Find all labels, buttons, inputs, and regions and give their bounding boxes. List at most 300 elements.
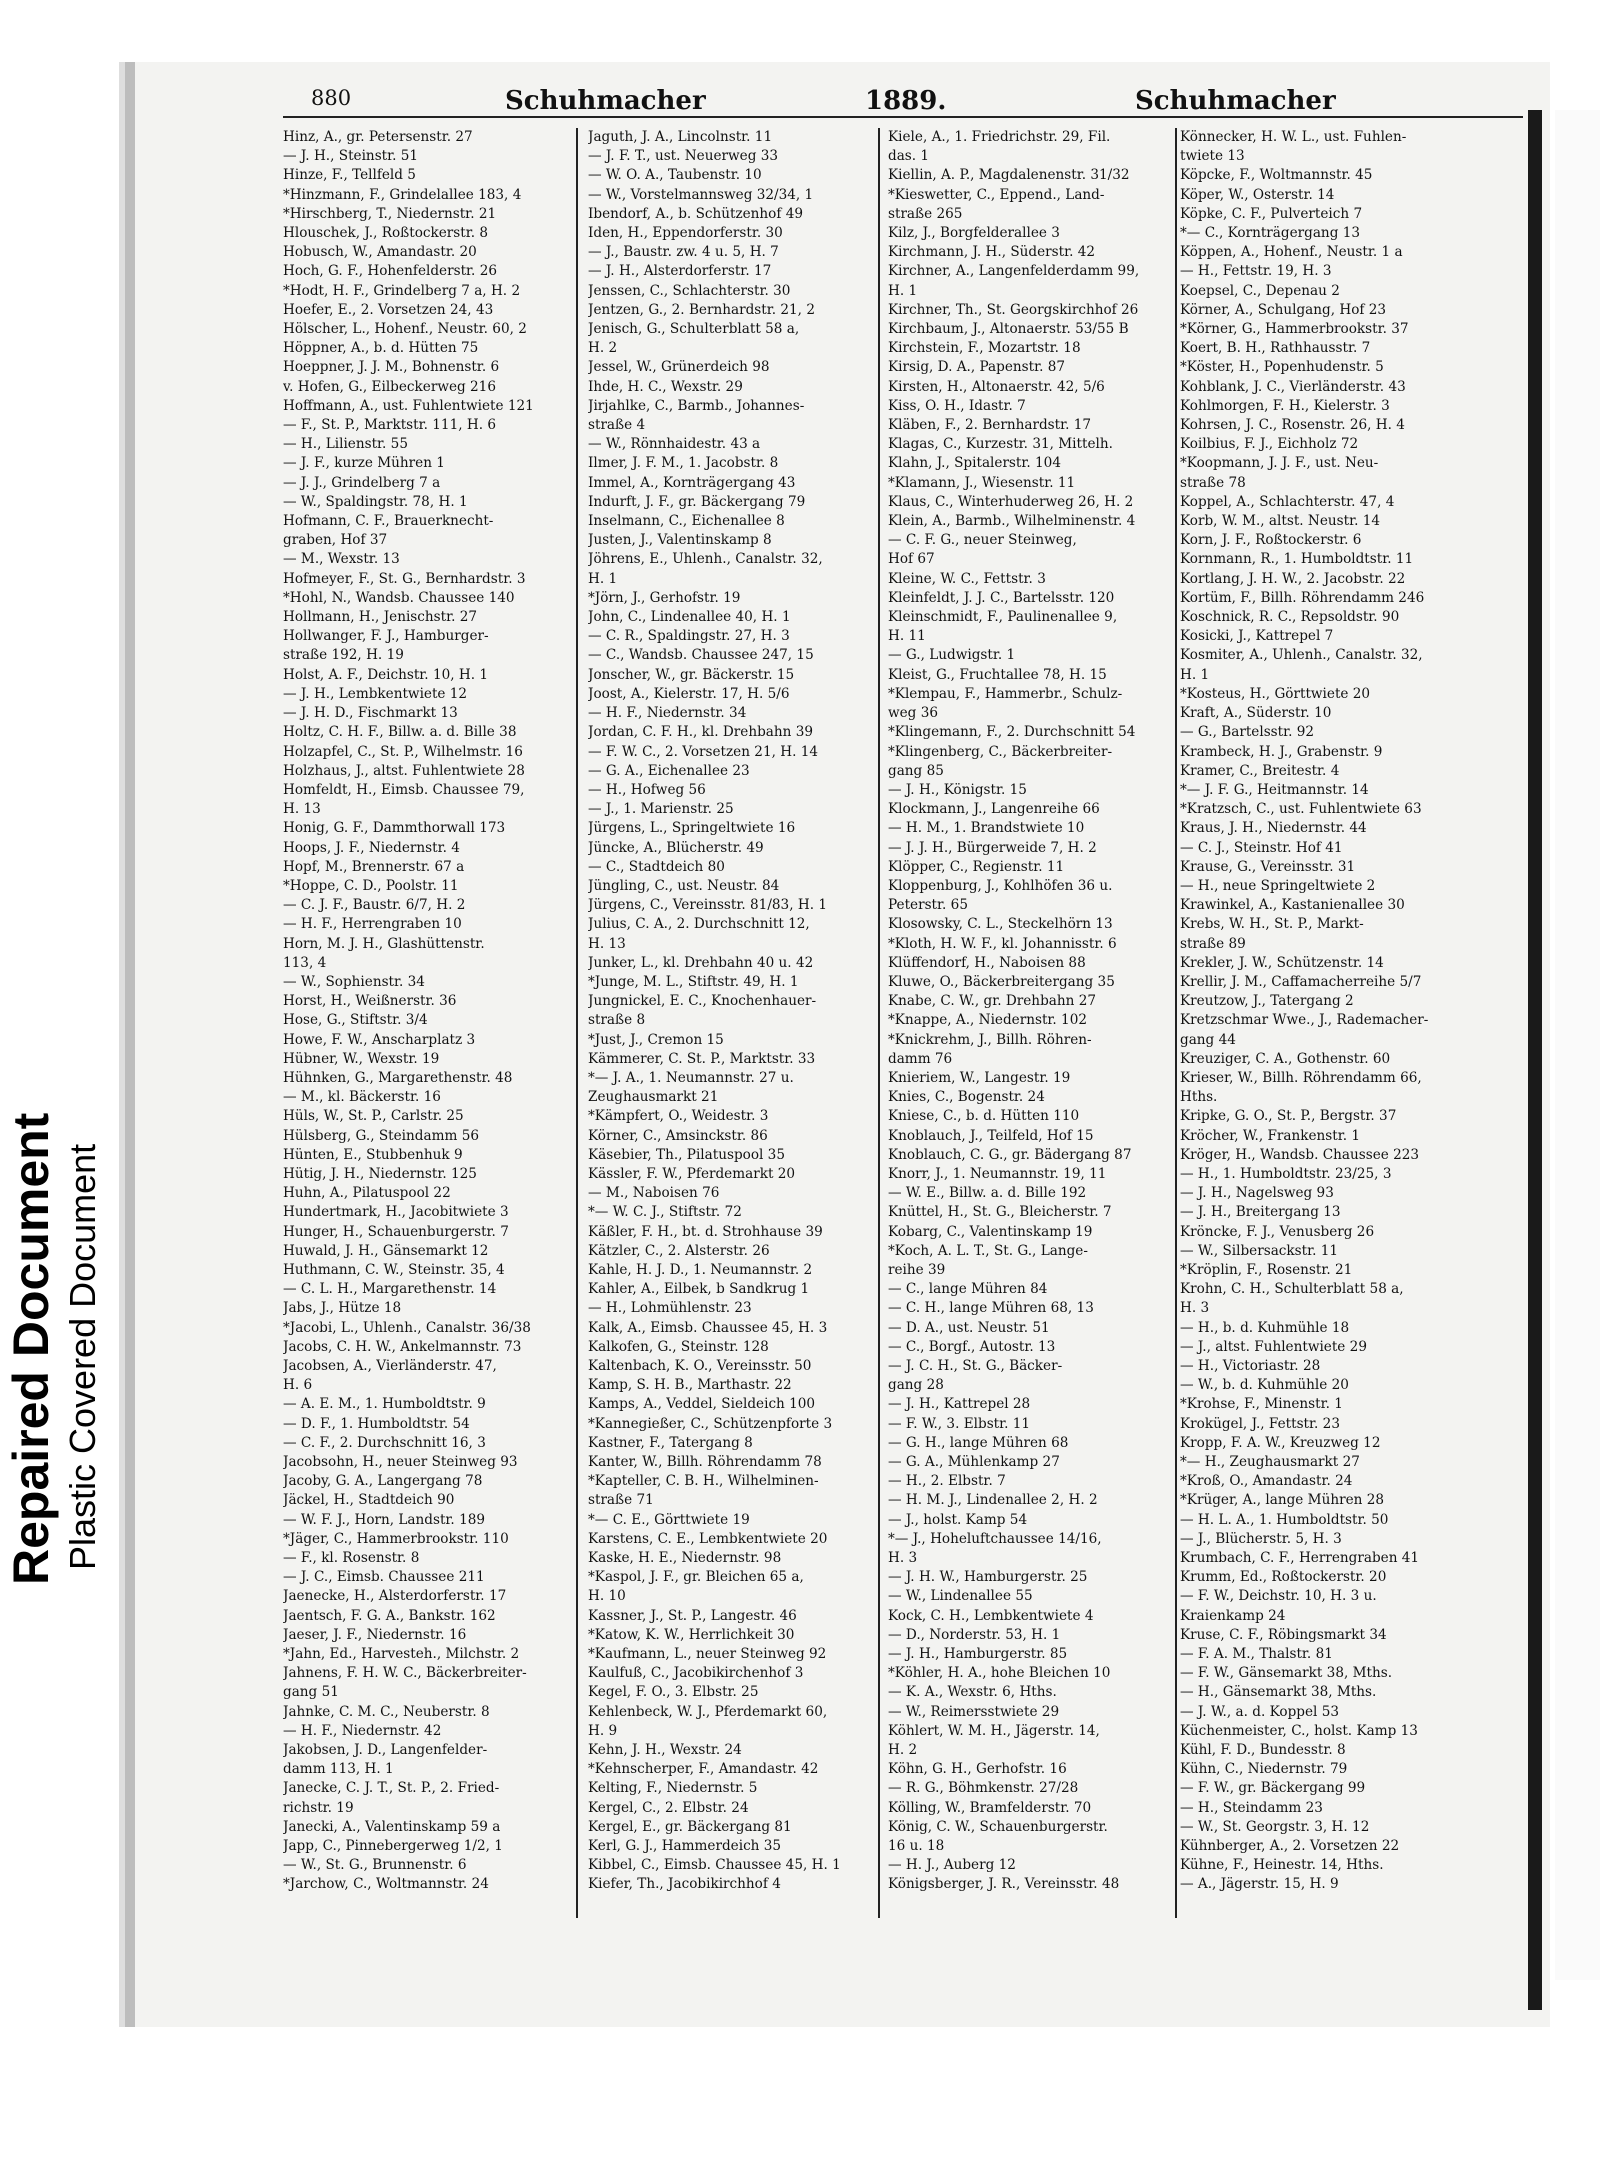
directory-entry: — J. H. D., Fischmarkt 13	[283, 705, 458, 722]
directory-entry: 16 u. 18	[888, 1838, 945, 1855]
directory-entry: H. 1	[588, 570, 618, 587]
directory-entry: Hülsberg, G., Steindamm 56	[283, 1127, 479, 1144]
directory-entry: Kiss, O. H., Idastr. 7	[888, 397, 1026, 414]
directory-entry: *Kaufmann, L., neuer Steinweg 92	[588, 1646, 827, 1663]
directory-entry: — J. W., a. d. Koppel 53	[1180, 1703, 1339, 1720]
directory-entry: — H. J., Auberg 12	[888, 1857, 1016, 1874]
directory-entry: Höppner, A., b. d. Hütten 75	[283, 340, 479, 357]
directory-entry: — F. W., Gänsemarkt 38, Mths.	[1180, 1665, 1393, 1682]
directory-entry: Kruse, C. F., Röbingsmarkt 34	[1180, 1626, 1387, 1643]
header-rule	[283, 116, 1523, 118]
directory-entry: Justen, J., Valentinskamp 8	[588, 532, 772, 549]
directory-entry: Ilmer, J. F. M., 1. Jacobstr. 8	[588, 455, 779, 472]
directory-entry: — C. F. G., neuer Steinweg,	[888, 532, 1077, 549]
column-divider	[576, 128, 578, 1918]
directory-entry: H. 6	[283, 1377, 313, 1394]
directory-entry: Jessel, W., Grünerdeich 98	[588, 359, 770, 376]
directory-entry: — H., neue Springeltwiete 2	[1180, 877, 1376, 894]
directory-entry: — F. A. M., Thalstr. 81	[1180, 1646, 1333, 1663]
directory-entry: Indurft, J. F., gr. Bäckergang 79	[588, 493, 806, 510]
directory-entry: — C. J., Steinstr. Hof 41	[1180, 839, 1343, 856]
directory-entry: Kölling, W., Bramfelderstr. 70	[888, 1799, 1092, 1816]
directory-entry: Iden, H., Eppendorferstr. 30	[588, 225, 783, 242]
directory-entry: — F. W. C., 2. Vorsetzen 21, H. 14	[588, 743, 819, 760]
directory-entry: Käsebier, Th., Pilatuspool 35	[588, 1146, 785, 1163]
directory-entry: H. 2	[888, 1742, 918, 1759]
directory-entry: *Köster, H., Popenhudenstr. 5	[1180, 359, 1384, 376]
directory-entry: Kamps, A., Veddel, Sieldeich 100	[588, 1396, 816, 1413]
directory-entry: — H., Victoriastr. 28	[1180, 1358, 1321, 1374]
directory-entry: v. Hofen, G., Eilbeckerweg 216	[283, 378, 496, 395]
directory-entry: Kaltenbach, K. O., Vereinsstr. 50	[588, 1358, 812, 1374]
directory-entry: — H. M., 1. Brandstwiete 10	[888, 820, 1085, 837]
directory-entry: twiete 13	[1180, 148, 1245, 165]
directory-entry: — W., Vorstelmannsweg 32/34, 1	[588, 186, 814, 203]
directory-entry: Kortlang, J. H. W., 2. Jacobstr. 22	[1180, 570, 1406, 587]
directory-entry: straße 192, H. 19	[283, 647, 404, 664]
directory-entry: — J., altst. Fuhlentwiete 29	[1180, 1338, 1367, 1355]
directory-entry: Kahler, A., Eilbek, b Sandkrug 1	[588, 1281, 810, 1298]
directory-entry: Jürgens, L., Springeltwiete 16	[588, 820, 796, 837]
directory-entry: — D. F., 1. Humboldtstr. 54	[283, 1415, 470, 1432]
directory-entry: richstr. 19	[283, 1799, 354, 1816]
directory-entry: Homfeldt, H., Eimsb. Chaussee 79,	[283, 781, 525, 798]
directory-entry: — H., Steindamm 23	[1180, 1799, 1323, 1816]
directory-entry: — W. E., Billw. a. d. Bille 192	[888, 1185, 1087, 1202]
directory-entry: Koepsel, C., Depenau 2	[1180, 282, 1340, 299]
directory-entry: Knüttel, H., St. G., Bleicherstr. 7	[888, 1204, 1112, 1221]
directory-entry: Kirchmann, J. H., Süderstr. 42	[888, 244, 1096, 261]
directory-entry: Jabs, J., Hütze 18	[283, 1300, 402, 1317]
directory-entry: Kamp, S. H. B., Marthastr. 22	[588, 1377, 792, 1394]
column-divider	[878, 128, 880, 1918]
directory-entry: Kühn, C., Niedernstr. 79	[1180, 1761, 1348, 1778]
directory-entry: Kaulfuß, C., Jacobikirchenhof 3	[588, 1665, 804, 1682]
directory-entry: Königsberger, J. R., Vereinsstr. 48	[888, 1876, 1120, 1893]
directory-entry: — C. F., 2. Durchschnitt 16, 3	[283, 1434, 486, 1451]
directory-entry: Kirchner, A., Langenfelderdamm 99,	[888, 263, 1140, 280]
directory-entry: *Hohl, N., Wandsb. Chaussee 140	[283, 589, 515, 606]
directory-entry: — G., Bartelsstr. 92	[1180, 724, 1315, 741]
directory-entry: — M., kl. Bäckerstr. 16	[283, 1089, 441, 1106]
directory-entry: — W., Lindenallee 55	[888, 1588, 1033, 1605]
directory-entry: Kässler, F. W., Pferdemarkt 20	[588, 1165, 796, 1182]
directory-entry: Joost, A., Kielerstr. 17, H. 5/6	[588, 685, 790, 702]
directory-entry: Hollwanger, F. J., Hamburger-	[283, 628, 489, 645]
directory-entry: Köper, W., Osterstr. 14	[1180, 186, 1335, 203]
directory-entry: Horn, M. J. H., Glashüttenstr.	[283, 935, 485, 952]
directory-entry: Kirchner, Th., St. Georgskirchhof 26	[888, 301, 1139, 318]
directory-entry: — W. F. J., Horn, Landstr. 189	[283, 1511, 486, 1528]
directory-entry: Klüffendorf, H., Naboisen 88	[888, 954, 1086, 971]
directory-entry: — H., Lohmühlenstr. 23	[588, 1300, 752, 1317]
directory-entry: Hüls, W., St. P., Carlstr. 25	[283, 1108, 464, 1125]
directory-entry: — J., Baustr. zw. 4 u. 5, H. 7	[588, 244, 779, 261]
directory-entry: Jenssen, C., Schlachterstr. 30	[588, 282, 791, 299]
directory-entry: Kleist, G., Fruchtallee 78, H. 15	[888, 666, 1107, 683]
directory-entry: H. 3	[1180, 1300, 1210, 1317]
directory-entry: Kornmann, R., 1. Humboldtstr. 11	[1180, 551, 1414, 568]
directory-entry: Kosicki, J., Kattrepel 7	[1180, 628, 1334, 645]
directory-entry: 113, 4	[283, 954, 327, 971]
directory-entry: *Katow, K. W., Herrlichkeit 30	[588, 1626, 795, 1643]
directory-entry: Kläben, F., 2. Bernhardstr. 17	[888, 417, 1092, 434]
directory-entry: — F., St. P., Marktstr. 111, H. 6	[283, 417, 497, 434]
directory-entry: H. 9	[588, 1722, 618, 1739]
directory-entry: Hlouschek, J., Roßtockerstr. 8	[283, 225, 489, 242]
directory-entry: Kiellin, A. P., Magdalenenstr. 31/32	[888, 167, 1130, 184]
directory-entry: *— H., Zeughausmarkt 27	[1180, 1454, 1360, 1471]
directory-entry: *Kannegießer, C., Schützenpforte 3	[588, 1415, 833, 1432]
directory-entry: — H. F., Herrengraben 10	[283, 916, 462, 933]
directory-entry: — M., Wexstr. 13	[283, 551, 400, 568]
directory-entry: — J. H., Hamburgerstr. 85	[888, 1646, 1068, 1663]
directory-entry: Hinze, F., Tellfeld 5	[283, 167, 416, 184]
directory-entry: Kerl, G. J., Hammerdeich 35	[588, 1838, 782, 1855]
directory-entry: *Kratzsch, C., ust. Fuhlentwiete 63	[1180, 801, 1422, 818]
directory-entry: *Kaspol, J. F., gr. Bleichen 65 a,	[588, 1569, 804, 1586]
directory-entry: Immel, A., Kornträgergang 43	[588, 474, 796, 491]
directory-entry: Kobarg, C., Valentinskamp 19	[888, 1223, 1093, 1240]
directory-entry: Kibbel, C., Eimsb. Chaussee 45, H. 1	[588, 1857, 841, 1874]
directory-entry: Kripke, G. O., St. P., Bergstr. 37	[1180, 1108, 1397, 1125]
directory-entry: Kätzler, C., 2. Alsterstr. 26	[588, 1242, 770, 1259]
directory-entry: — H. F., Niedernstr. 34	[588, 705, 747, 722]
directory-entry: Jüngling, C., ust. Neustr. 84	[588, 877, 780, 894]
plastic-covered-label: Plastic Covered Document	[62, 1143, 103, 1570]
directory-entry: Kirchbaum, J., Altonaerstr. 53/55 B	[888, 321, 1129, 338]
directory-entry: — D. A., ust. Neustr. 51	[888, 1319, 1050, 1336]
directory-entry: *Hinzmann, F., Grindelallee 183, 4	[283, 186, 522, 203]
directory-entry: *Körner, G., Hammerbrookstr. 37	[1180, 321, 1409, 338]
directory-entry: — C. R., Spaldingstr. 27, H. 3	[588, 628, 790, 645]
directory-entry: Jaeser, J. F., Niedernstr. 16	[283, 1626, 467, 1643]
directory-entry: H. 13	[283, 801, 321, 818]
directory-entry: — G., Ludwigstr. 1	[888, 647, 1016, 664]
directory-entry: Kirsig, D. A., Papenstr. 87	[888, 359, 1066, 376]
directory-entry: Jirjahlke, C., Barmb., Johannes-	[588, 397, 805, 414]
directory-entry: Krawinkel, A., Kastanienallee 30	[1180, 897, 1405, 914]
directory-entry: *Knickrehm, J., Billh. Röhren-	[888, 1031, 1092, 1048]
directory-entry: H. 13	[588, 935, 626, 952]
directory-entry: Hoops, J. F., Niedernstr. 4	[283, 839, 460, 856]
directory-entry: Hühnken, G., Margarethenstr. 48	[283, 1069, 513, 1086]
directory-entry: Hollmann, H., Jenischstr. 27	[283, 609, 478, 626]
directory-entry: — J. J., Grindelberg 7 a	[283, 474, 441, 491]
directory-entry: Inselmann, C., Eichenallee 8	[588, 513, 785, 530]
directory-entry: — J. H., Königstr. 15	[888, 781, 1027, 798]
directory-entry: Kassner, J., St. P., Langestr. 46	[588, 1607, 797, 1624]
directory-entry: — W., b. d. Kuhmühle 20	[1180, 1377, 1349, 1394]
directory-entry: Hopf, M., Brennerstr. 67 a	[283, 858, 465, 875]
directory-entry: Krambeck, H. J., Grabenstr. 9	[1180, 743, 1383, 760]
directory-entry: Horst, H., Weißnerstr. 36	[283, 993, 457, 1010]
directory-entry: H. 3	[888, 1550, 918, 1567]
directory-entry: — K. A., Wexstr. 6, Hths.	[888, 1684, 1057, 1701]
directory-entry: *Krohse, F., Minenstr. 1	[1180, 1396, 1343, 1413]
directory-entry: — R. G., Böhmkenstr. 27/28	[888, 1780, 1079, 1797]
directory-entry: Kilz, J., Borgfelderallee 3	[888, 225, 1060, 242]
directory-entry: *— J. F. G., Heitmannstr. 14	[1180, 781, 1369, 798]
directory-entry: Kluwe, O., Bäckerbreitergang 35	[888, 973, 1115, 990]
next-page-edge	[1555, 110, 1600, 1980]
directory-entry: Kohblank, J. C., Vierländerstr. 43	[1180, 378, 1406, 395]
directory-entry: — W., Reimersstwiete 29	[888, 1703, 1060, 1720]
directory-entry: gang 85	[888, 762, 944, 779]
directory-entry: Peterstr. 65	[888, 897, 968, 914]
directory-entry: Kraft, A., Süderstr. 10	[1180, 705, 1332, 722]
directory-entry: *Kosteus, H., Görttwiete 20	[1180, 685, 1371, 702]
directory-entry: Jungnickel, E. C., Knochenhauer-	[588, 993, 817, 1010]
directory-entry: — W., St. Georgstr. 3, H. 12	[1180, 1818, 1370, 1835]
directory-entry: Jacobsen, A., Vierländerstr. 47,	[283, 1358, 497, 1374]
directory-entry: *Kroß, O., Amandastr. 24	[1180, 1473, 1353, 1490]
directory-entry: Julius, C. A., 2. Durchschnitt 12,	[588, 916, 810, 933]
directory-entry: Kretzschmar Wwe., J., Rademacher-	[1180, 1012, 1429, 1029]
directory-entry: Howe, F. W., Anscharplatz 3	[283, 1031, 476, 1048]
directory-entry: *Just, J., Cremon 15	[588, 1031, 724, 1048]
directory-entry: — M., Naboisen 76	[588, 1185, 720, 1202]
directory-entry: Klockmann, J., Langenreihe 66	[888, 801, 1100, 818]
directory-entry: *Kapteller, C. B. H., Wilhelminen-	[588, 1473, 819, 1490]
directory-entry: — J. C. H., St. G., Bäcker-	[888, 1358, 1063, 1374]
directory-entry: *Knappe, A., Niedernstr. 102	[888, 1012, 1088, 1029]
directory-entry: — J. F. T., ust. Neuerweg 33	[588, 148, 779, 165]
directory-entry: — C. H., lange Mühren 68, 13	[888, 1300, 1094, 1317]
running-title-left: Schuhmacher	[505, 86, 706, 116]
directory-entry: — W. O. A., Taubenstr. 10	[588, 167, 762, 184]
directory-entry: Kohrsen, J. C., Rosenstr. 26, H. 4	[1180, 417, 1405, 434]
directory-entry: *Jacobi, L., Uhlenh., Canalstr. 36/38	[283, 1319, 531, 1336]
directory-entry: Kleinschmidt, F., Paulinenallee 9,	[888, 609, 1118, 626]
directory-entry: Koschnick, R. C., Repsoldstr. 90	[1180, 609, 1400, 626]
directory-entry: — J. H., Breitergang 13	[1180, 1204, 1341, 1221]
directory-entry: straße 4	[588, 417, 646, 434]
directory-entry: Klaus, C., Winterhuderweg 26, H. 2	[888, 493, 1134, 510]
directory-entry: Kröger, H., Wandsb. Chaussee 223	[1180, 1146, 1420, 1163]
directory-entry: Köhlert, W. M. H., Jägerstr. 14,	[888, 1722, 1100, 1739]
directory-entry: — H. L. A., 1. Humboldtstr. 50	[1180, 1511, 1389, 1528]
directory-entry: — J. F., kurze Mühren 1	[283, 455, 445, 472]
directory-entry: Hundertmark, H., Jacobitwiete 3	[283, 1204, 509, 1221]
directory-entry: Knieriem, W., Langestr. 19	[888, 1069, 1071, 1086]
directory-entry: Jordan, C. F. H., kl. Drehbahn 39	[588, 724, 814, 741]
directory-entry: — F. W., Deichstr. 10, H. 3 u.	[1180, 1588, 1377, 1605]
directory-entry: Janecki, A., Valentinskamp 59 a	[283, 1818, 501, 1835]
directory-entry: Hoeppner, J. J. M., Bohnenstr. 6	[283, 359, 500, 376]
directory-entry: — J. H., Lembkentwiete 12	[283, 685, 468, 702]
directory-entry: — F. W., gr. Bäckergang 99	[1180, 1780, 1366, 1797]
directory-entry: — D., Norderstr. 53, H. 1	[888, 1626, 1061, 1643]
directory-entry: — H. F., Niedernstr. 42	[283, 1722, 442, 1739]
directory-entry: Jahnke, C. M. C., Neuberstr. 8	[283, 1703, 490, 1720]
directory-entry: Hütig, J. H., Niedernstr. 125	[283, 1165, 477, 1182]
directory-entry: *Jarchow, C., Woltmannstr. 24	[283, 1876, 489, 1893]
directory-entry: Kortüm, F., Billh. Röhrendamm 246	[1180, 589, 1425, 606]
directory-entry: — J., Blücherstr. 5, H. 3	[1180, 1530, 1342, 1547]
directory-entry: *Jörn, J., Gerhofstr. 19	[588, 589, 741, 606]
directory-entry: H. 1	[1180, 666, 1210, 683]
directory-entry: Jaentsch, F. G. A., Bankstr. 162	[283, 1607, 496, 1624]
directory-entry: Hinz, A., gr. Petersenstr. 27	[283, 129, 473, 145]
directory-entry: Hobusch, W., Amandastr. 20	[283, 244, 477, 261]
directory-entry: *Koch, A. L. T., St. G., Lange-	[888, 1242, 1088, 1259]
directory-entry: Klein, A., Barmb., Wilhelminenstr. 4	[888, 513, 1136, 530]
directory-entry: gang 51	[283, 1684, 339, 1701]
directory-entry: Holzhaus, J., altst. Fuhlentwiete 28	[283, 762, 525, 779]
directory-entry: — J. J. H., Bürgerweide 7, H. 2	[888, 839, 1097, 856]
directory-entry: — G. A., Eichenallee 23	[588, 762, 750, 779]
directory-entry: Kühne, F., Heinestr. 14, Hths.	[1180, 1857, 1384, 1874]
directory-entry: reihe 39	[888, 1261, 946, 1278]
directory-entry: Klöpper, C., Regienstr. 11	[888, 858, 1065, 875]
directory-entry: Holzapfel, C., St. P., Wilhelmstr. 16	[283, 743, 523, 760]
directory-entry: Jürgens, C., Vereinsstr. 81/83, H. 1	[588, 897, 827, 914]
directory-entry: Kloppenburg, J., Kohlhöfen 36 u.	[888, 877, 1113, 894]
directory-entry: *— C., Kornträgergang 13	[1180, 225, 1361, 242]
directory-entry: Hoffmann, A., ust. Fuhlentwiete 121	[283, 397, 534, 414]
directory-entry: — H., Lilienstr. 55	[283, 436, 408, 453]
directory-entry: — W., Sophienstr. 34	[283, 973, 425, 990]
directory-entry: Kalk, A., Eimsb. Chaussee 45, H. 3	[588, 1319, 828, 1336]
directory-entry: Karstens, C. E., Lembkentwiete 20	[588, 1530, 828, 1547]
directory-entry: *— W. C. J., Stiftstr. 72	[588, 1204, 742, 1221]
directory-entry: — H., b. d. Kuhmühle 18	[1180, 1319, 1350, 1336]
directory-entry: Kiele, A., 1. Friedrichstr. 29, Fil.	[888, 129, 1111, 145]
directory-entry: Kraienkamp 24	[1180, 1607, 1286, 1624]
directory-entry: Knies, C., Bogenstr. 24	[888, 1089, 1045, 1106]
directory-entry: Krumbach, C. F., Herrengraben 41	[1180, 1550, 1420, 1567]
directory-entry: — W., Spaldingstr. 78, H. 1	[283, 493, 468, 510]
directory-entry: Jakobsen, J. D., Langenfelder-	[283, 1742, 488, 1759]
directory-entry: — C. J. F., Baustr. 6/7, H. 2	[283, 897, 466, 914]
directory-entry: *Kehnscherper, F., Amandastr. 42	[588, 1761, 819, 1778]
directory-entry: Jaenecke, H., Alsterdorferstr. 17	[283, 1588, 507, 1605]
directory-entry: Honig, G. F., Dammthorwall 173	[283, 820, 506, 837]
directory-entry: Käßler, F. H., bt. d. Strohhause 39	[588, 1223, 823, 1240]
directory-entry: *Koopmann, J. J. F., ust. Neu-	[1180, 455, 1379, 472]
directory-entry: Jonscher, W., gr. Bäckerstr. 15	[588, 666, 795, 683]
directory-entry: Holtz, C. H. F., Billw. a. d. Bille 38	[283, 724, 517, 741]
directory-entry: Holst, A. F., Deichstr. 10, H. 1	[283, 666, 489, 683]
directory-entry: Huthmann, C. W., Steinstr. 35, 4	[283, 1261, 505, 1278]
directory-entry: Koppel, A., Schlachterstr. 47, 4	[1180, 493, 1395, 510]
directory-entry: *Jahn, Ed., Harvesteh., Milchstr. 2	[283, 1646, 520, 1663]
running-title-right: Schuhmacher	[1135, 86, 1336, 116]
directory-entry: Hunger, H., Schauenburgerstr. 7	[283, 1223, 509, 1240]
directory-entry: Klagas, C., Kurzestr. 31, Mittelh.	[888, 436, 1113, 453]
directory-entry: *Jäger, C., Hammerbrookstr. 110	[283, 1530, 509, 1547]
directory-entry: Hünten, E., Stubbenhuk 9	[283, 1146, 463, 1163]
directory-entry: Köpcke, F., Woltmannstr. 45	[1180, 167, 1373, 184]
directory-entry: Krieser, W., Billh. Röhrendamm 66,	[1180, 1069, 1422, 1086]
directory-entry: Huwald, J. H., Gänsemarkt 12	[283, 1242, 489, 1259]
directory-entry: Ibendorf, A., b. Schützenhof 49	[588, 205, 804, 222]
directory-entry: Kleinfeldt, J. J. C., Bartelsstr. 120	[888, 589, 1115, 606]
directory-entry: Kosmiter, A., Uhlenh., Canalstr. 32,	[1180, 647, 1423, 664]
directory-entry: Jüncke, A., Blücherstr. 49	[588, 839, 764, 856]
directory-entry: — W., Rönnhaidestr. 43 a	[588, 436, 761, 453]
directory-entry: Krokügel, J., Fettstr. 23	[1180, 1415, 1340, 1432]
directory-entry: Kehlenbeck, W. J., Pferdemarkt 60,	[588, 1703, 828, 1720]
directory-entry: Jentzen, G., 2. Bernhardstr. 21, 2	[588, 301, 815, 318]
directory-entry: — H. M. J., Lindenallee 2, H. 2	[888, 1492, 1098, 1509]
directory-entry: — G. H., lange Mühren 68	[888, 1434, 1069, 1451]
directory-entry: Kreutzow, J., Tatergang 2	[1180, 993, 1354, 1010]
directory-column-4	[1180, 128, 1525, 1918]
directory-entry: Kegel, F. O., 3. Elbstr. 25	[588, 1684, 759, 1701]
directory-entry: Hölscher, L., Hohenf., Neustr. 60, 2	[283, 321, 527, 338]
directory-entry: Kröcher, W., Frankenstr. 1	[1180, 1127, 1361, 1144]
directory-entry: H. 10	[588, 1588, 626, 1605]
directory-entry: Körner, C., Amsinckstr. 86	[588, 1127, 768, 1144]
directory-entry: Köhn, G. H., Gerhofstr. 16	[888, 1761, 1067, 1778]
directory-entry: Köppen, A., Hohenf., Neustr. 1 a	[1180, 244, 1403, 261]
directory-entry: Korn, J. F., Roßtockerstr. 6	[1180, 532, 1362, 549]
directory-entry: Kastner, F., Tatergang 8	[588, 1434, 753, 1451]
directory-entry: Kraus, J. H., Niedernstr. 44	[1180, 820, 1367, 837]
directory-entry: H. 11	[888, 628, 926, 645]
directory-entry: Kleine, W. C., Fettstr. 3	[888, 570, 1046, 587]
directory-column-1	[283, 128, 543, 1918]
directory-entry: Kaske, H. E., Niedernstr. 98	[588, 1550, 782, 1567]
directory-entry: Hths.	[1180, 1089, 1218, 1106]
directory-entry: Knorr, J., 1. Neumannstr. 19, 11	[888, 1165, 1107, 1182]
directory-entry: Jacobsohn, H., neuer Steinweg 93	[283, 1454, 518, 1471]
directory-entry: Krekler, J. W., Schützenstr. 14	[1180, 954, 1384, 971]
page-header	[175, 68, 1336, 116]
directory-entry: straße 8	[588, 1012, 646, 1029]
directory-entry: — H., Fettstr. 19, H. 3	[1180, 263, 1332, 280]
directory-entry: Kropp, F. A. W., Kreuzweg 12	[1180, 1434, 1381, 1451]
directory-entry: Kröncke, F. J., Venusberg 26	[1180, 1223, 1375, 1240]
directory-entry: — H., 1. Humboldtstr. 23/25, 3	[1180, 1165, 1392, 1182]
directory-entry: — A., Jägerstr. 15, H. 9	[1180, 1876, 1339, 1893]
directory-entry: — H., 2. Elbstr. 7	[888, 1473, 1006, 1490]
directory-entry: Knoblauch, C. G., gr. Bädergang 87	[888, 1146, 1132, 1163]
directory-entry: Japp, C., Pinnebergerweg 1/2, 1	[283, 1838, 503, 1855]
directory-entry: Klahn, J., Spitalerstr. 104	[888, 455, 1061, 472]
directory-entry: Zeughausmarkt 21	[588, 1089, 719, 1106]
directory-entry: Hof 67	[888, 551, 935, 568]
directory-entry: Hoch, G. F., Hohenfelderstr. 26	[283, 263, 497, 280]
directory-entry: Junker, L., kl. Drehbahn 40 u. 42	[588, 954, 814, 971]
directory-column-3	[888, 128, 1178, 1918]
directory-entry: Koert, B. H., Rathhausstr. 7	[1180, 340, 1371, 357]
page-number: 880	[311, 86, 352, 110]
directory-entry: Kreuziger, C. A., Gothenstr. 60	[1180, 1050, 1391, 1067]
directory-entry: König, C. W., Schauenburgerstr.	[888, 1818, 1108, 1835]
directory-entry: weg 36	[888, 705, 939, 722]
directory-entry: — C., Borgf., Autostr. 13	[888, 1338, 1056, 1355]
directory-entry: Kalkofen, G., Steinstr. 128	[588, 1338, 769, 1355]
directory-entry: Ihde, H. C., Wexstr. 29	[588, 378, 743, 395]
directory-entry: straße 78	[1180, 474, 1246, 491]
directory-entry: — C., Wandsb. Chaussee 247, 15	[588, 647, 814, 664]
directory-entry: *Junge, M. L., Stiftstr. 49, H. 1	[588, 973, 799, 990]
directory-entry: — W., St. G., Brunnenstr. 6	[283, 1857, 467, 1874]
directory-entry: *Kämpfert, O., Weidestr. 3	[588, 1108, 769, 1125]
directory-entry: Jenisch, G., Schulterblatt 58 a,	[588, 321, 800, 338]
directory-entry: Kahle, H. J. D., 1. Neumannstr. 2	[588, 1261, 813, 1278]
directory-entry: Kämmerer, C. St. P., Marktstr. 33	[588, 1050, 816, 1067]
directory-entry: Kirsten, H., Altonaerstr. 42, 5/6	[888, 378, 1105, 395]
directory-entry: Hoefer, E., 2. Vorsetzen 24, 43	[283, 301, 494, 318]
directory-entry: H. 1	[888, 282, 918, 299]
directory-entry: Könnecker, H. W. L., ust. Fuhlen-	[1180, 129, 1407, 145]
directory-entry: das. 1	[888, 148, 930, 165]
repaired-document-label: Repaired Document	[3, 1112, 59, 1585]
